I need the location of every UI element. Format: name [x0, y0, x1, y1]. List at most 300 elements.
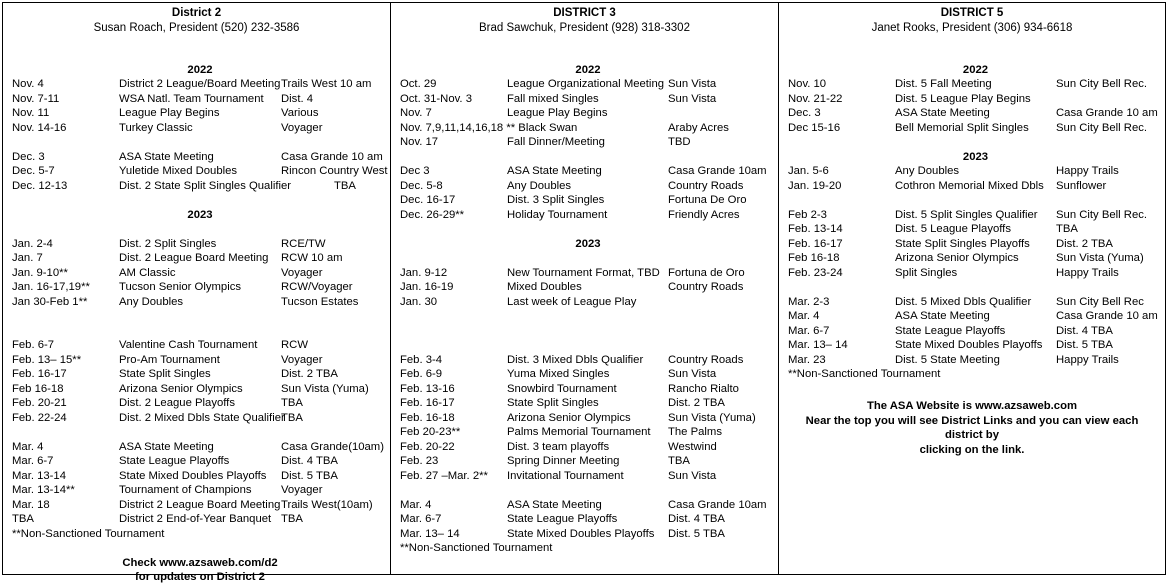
- event-date: Feb. 16-17: [400, 397, 455, 409]
- event-location: RCE/TW: [281, 237, 326, 250]
- event-name: League Play Begins: [119, 107, 220, 119]
- event-date: Feb. 13– 15**: [12, 353, 82, 366]
- event-name: Dist. 2 League Board Meeting: [119, 252, 269, 264]
- event-date: Mar. 4: [788, 310, 820, 322]
- district-president: Janet Rooks, President (306) 934-6618: [871, 21, 1073, 34]
- event-row: [12, 77, 388, 92]
- event-name: State Split Singles Playoffs: [895, 237, 1030, 250]
- event-name: ASA State Meeting: [119, 440, 214, 453]
- event-location: Dist. 2 TBA: [668, 397, 725, 409]
- event-date: Nov. 17: [400, 136, 439, 148]
- event-date: Feb 2-3: [788, 208, 827, 221]
- event-name: State League Playoffs: [119, 455, 230, 467]
- event-name: Dist. 5 Split Singles Qualifier: [895, 208, 1038, 221]
- event-row: [12, 338, 388, 353]
- spacer-row: [400, 324, 776, 339]
- year-heading: [788, 150, 1163, 165]
- event-location: Happy Trails: [1056, 165, 1119, 177]
- event-date: Dec. 5-7: [12, 165, 55, 177]
- event-location: Sun Vista: [668, 92, 717, 105]
- event-location: RCW/Voyager: [281, 281, 353, 293]
- event-name: Last week of League Play: [507, 295, 637, 308]
- event-row: [788, 164, 1163, 179]
- spacer-row: [400, 483, 776, 498]
- event-row: [400, 454, 776, 469]
- event-location: Sun Vista: [668, 78, 717, 90]
- event-location: TBA: [281, 397, 303, 409]
- event-name: Dist. 3 team playoffs: [507, 440, 610, 453]
- event-date: Feb. 16-18: [400, 411, 455, 424]
- year-label: 2022: [187, 63, 213, 76]
- event-row: [12, 179, 388, 194]
- event-name: Palms Memorial Tournament: [507, 426, 651, 438]
- event-location: Sun Vista (Yuma): [1056, 252, 1144, 264]
- event-location: Sun Vista: [668, 368, 717, 380]
- event-row: [788, 266, 1163, 281]
- event-name: Cothron Memorial Mixed Dbls: [895, 179, 1044, 192]
- event-date: Dec. 3: [12, 150, 45, 163]
- event-row: [12, 367, 388, 382]
- spacer-row: [400, 251, 776, 266]
- event-name: AM Classic: [119, 266, 176, 279]
- event-location: Rancho Rialto: [668, 382, 739, 395]
- event-name: Holiday Tournament: [507, 208, 608, 221]
- event-date: Feb 16-18: [788, 252, 840, 264]
- event-date: Mar. 13-14**: [12, 484, 75, 496]
- spacer-row: [12, 541, 388, 556]
- event-location: Rincon Country West: [281, 165, 388, 177]
- event-date: Oct. 29: [400, 78, 437, 90]
- event-row: [788, 309, 1163, 324]
- event-row: [788, 237, 1163, 252]
- spacer-row: [788, 48, 1163, 63]
- event-row: [788, 338, 1163, 353]
- event-name: State Mixed Doubles Playoffs: [507, 527, 655, 540]
- spacer-row: [12, 222, 388, 237]
- event-date: Jan. 16-17,19**: [12, 281, 90, 293]
- event-row: [12, 295, 388, 310]
- event-date: Mar. 13-14: [12, 469, 67, 482]
- district-5-column: [779, 3, 1165, 574]
- event-name: New Tournament Format, TBD: [507, 266, 660, 279]
- event-date: Dec. 3: [788, 107, 821, 119]
- event-date: Feb. 23-24: [788, 266, 843, 279]
- event-row: [12, 353, 388, 368]
- event-location: TBA: [668, 455, 690, 467]
- spacer-row: [12, 309, 388, 324]
- event-name: Dist. 5 League Playoffs: [895, 223, 1011, 235]
- year-heading: [788, 63, 1163, 78]
- event-location: Dist. 4 TBA: [281, 455, 338, 467]
- event-location: Casa Grande(10am): [281, 440, 384, 453]
- event-name: Dist. 3 Mixed Dbls Qualifier: [507, 353, 644, 366]
- event-date: Mar. 2-3: [788, 295, 830, 308]
- spacer-row: [788, 135, 1163, 150]
- event-name: Yuma Mixed Singles: [507, 368, 610, 380]
- event-date: Mar. 6-7: [788, 324, 830, 337]
- event-name: ASA State Meeting: [507, 165, 602, 177]
- event-row: [400, 440, 776, 455]
- event-location: TBA: [334, 179, 356, 192]
- event-name: State Mixed Doubles Playoffs: [119, 469, 267, 482]
- event-date: Dec 3: [400, 165, 430, 177]
- event-location: Happy Trails: [1056, 353, 1119, 366]
- event-name: Arizona Senior Olympics: [895, 252, 1019, 264]
- district-schedule-table: [2, 2, 1166, 583]
- spacer-row: [788, 280, 1163, 295]
- event-location: Sun Vista (Yuma): [668, 411, 756, 424]
- event-name: Tucson Senior Olympics: [119, 281, 242, 293]
- non-sanctioned-note: [400, 541, 776, 556]
- event-location: Voyager: [281, 353, 323, 366]
- event-date: Mar. 13– 14: [788, 339, 848, 351]
- event-date: Jan. 2-4: [12, 237, 53, 250]
- event-date: Nov. 14-16: [12, 121, 67, 134]
- event-name: Any Doubles: [895, 165, 960, 177]
- event-name: Dist. 5 Fall Meeting: [895, 78, 992, 90]
- event-name: Dist. 5 State Meeting: [895, 353, 1000, 366]
- event-name: Any Doubles: [119, 295, 184, 308]
- footer-text: for updates on District 2: [135, 571, 265, 583]
- event-date: Feb. 13-16: [400, 382, 455, 395]
- event-date: Feb. 27 –Mar. 2**: [400, 469, 488, 482]
- event-row: [400, 498, 776, 513]
- event-row: [788, 92, 1163, 107]
- spacer-row: [400, 309, 776, 324]
- event-location: Dist. 5 TBA: [1056, 339, 1113, 351]
- event-date: Nov. 7: [400, 107, 432, 119]
- event-date: Jan. 7: [12, 252, 43, 264]
- event-location: Tucson Estates: [281, 295, 359, 308]
- event-name: Dist. 5 League Play Begins: [895, 92, 1031, 105]
- note-text: **Non-Sanctioned Tournament: [12, 527, 165, 540]
- spacer-row: [12, 425, 388, 440]
- event-row: [400, 266, 776, 281]
- event-location: TBA: [1056, 223, 1078, 235]
- event-location: TBD: [668, 136, 691, 148]
- non-sanctioned-note: [788, 367, 1163, 382]
- event-date: Dec 15-16: [788, 121, 841, 134]
- event-location: Araby Acres: [668, 121, 729, 134]
- district-header: [3, 3, 390, 35]
- event-row: [400, 382, 776, 397]
- event-name: Dist. 2 State Split Singles Qualifier: [119, 179, 292, 192]
- event-name: Invitational Tournament: [507, 469, 624, 482]
- event-row: [788, 106, 1163, 121]
- event-row: [12, 454, 388, 469]
- event-date: Jan 30-Feb 1**: [12, 295, 88, 308]
- event-row: [788, 251, 1163, 266]
- district-2-column: [3, 3, 391, 583]
- district-header: [779, 3, 1165, 35]
- event-row: [788, 179, 1163, 194]
- event-name: ASA State Meeting: [895, 310, 990, 322]
- event-name: Dist. 5 Mixed Dbls Qualifier: [895, 295, 1032, 308]
- event-name: Snowbird Tournament: [507, 382, 617, 395]
- year-label: 2022: [575, 63, 601, 76]
- event-row: [788, 295, 1163, 310]
- event-date: Feb. 6-9: [400, 368, 443, 380]
- event-location: Sun Vista (Yuma): [281, 382, 369, 395]
- event-location: Casa Grande 10 am: [1056, 107, 1158, 119]
- event-name: Arizona Senior Olympics: [507, 411, 631, 424]
- event-row: [400, 121, 776, 136]
- year-heading: [12, 208, 388, 223]
- event-name: Dist. 3 Split Singles: [507, 194, 605, 206]
- event-row: [400, 512, 776, 527]
- event-row: [12, 92, 388, 107]
- event-row: [12, 382, 388, 397]
- event-date: Feb 16-18: [12, 382, 64, 395]
- event-date: Feb. 20-22: [400, 440, 455, 453]
- event-date: Mar. 18: [12, 498, 50, 511]
- event-name: Spring Dinner Meeting: [507, 455, 620, 467]
- event-row: [12, 121, 388, 136]
- event-name: Pro-Am Tournament: [119, 353, 220, 366]
- event-row: [400, 280, 776, 295]
- event-date: Mar. 4: [12, 440, 44, 453]
- event-row: [12, 396, 388, 411]
- event-date: Nov. 10: [788, 78, 827, 90]
- event-location: The Palms: [668, 426, 722, 438]
- spacer-row: [400, 150, 776, 165]
- event-row: [400, 411, 776, 426]
- event-location: TBA: [281, 513, 303, 525]
- event-date: Nov. 11: [12, 107, 50, 119]
- spacer-row: [12, 135, 388, 150]
- event-row: [400, 469, 776, 484]
- event-date: Jan. 9-10**: [12, 266, 68, 279]
- year-label: 2023: [575, 237, 601, 250]
- year-label: 2023: [187, 208, 213, 221]
- event-name: Fall Dinner/Meeting: [507, 136, 605, 148]
- district-rows: [12, 48, 388, 585]
- event-date: Dec. 5-8: [400, 179, 443, 192]
- event-location: RCW: [281, 339, 308, 351]
- event-date: Dec. 26-29**: [400, 208, 465, 221]
- year-heading: [12, 63, 388, 78]
- event-row: [12, 164, 388, 179]
- non-sanctioned-note: [12, 527, 388, 542]
- event-row: [12, 237, 388, 252]
- district-footer: [12, 556, 388, 571]
- event-location: Dist. 2 TBA: [1056, 237, 1113, 250]
- event-date: Feb. 6-7: [12, 339, 55, 351]
- district-rows: [400, 48, 776, 556]
- event-location: Trails West 10 am: [281, 78, 372, 90]
- event-name: Bell Memorial Split Singles: [895, 121, 1029, 134]
- event-location: Voyager: [281, 266, 323, 279]
- spacer-row: [788, 193, 1163, 208]
- event-name: Dist. 2 Split Singles: [119, 237, 217, 250]
- event-date: Dec. 16-17: [400, 194, 456, 206]
- website-note: [779, 399, 1165, 457]
- event-date: TBA: [12, 513, 34, 525]
- website-line: The ASA Website is www.azsaweb.com: [866, 400, 1078, 412]
- event-date: Feb. 16-17: [788, 237, 843, 250]
- event-row: [400, 164, 776, 179]
- event-row: [12, 483, 388, 498]
- event-name: District 2 League/Board Meeting: [119, 78, 281, 90]
- event-location: Country Roads: [668, 281, 744, 293]
- event-row: [12, 280, 388, 295]
- event-location: Sun City Bell Rec.: [1056, 208, 1148, 221]
- event-location: Dist. 4: [281, 92, 314, 105]
- event-row: [12, 440, 388, 455]
- event-name: Split Singles: [895, 266, 958, 279]
- event-name: Any Doubles: [507, 179, 572, 192]
- event-location: Country Roads: [668, 179, 744, 192]
- event-location: Fortuna De Oro: [668, 194, 747, 206]
- event-date: Feb. 20-21: [12, 397, 67, 409]
- website-line: clicking on the link.: [919, 443, 1025, 456]
- event-location: Sun City Bell Rec.: [1056, 121, 1148, 134]
- district-name: DISTRICT 5: [940, 7, 1004, 19]
- event-row: [400, 193, 776, 208]
- event-name: District 2 League Board Meeting: [119, 498, 281, 511]
- event-name: Fall mixed Singles: [507, 92, 599, 105]
- event-name: State League Playoffs: [895, 324, 1006, 337]
- event-date: Feb. 22-24: [12, 411, 67, 424]
- event-row: [12, 106, 388, 121]
- event-date: Feb. 13-14: [788, 223, 843, 235]
- event-name: Turkey Classic: [119, 121, 193, 134]
- event-date: Nov. 21-22: [788, 92, 843, 105]
- event-name: Mixed Doubles: [507, 281, 582, 293]
- event-location: Happy Trails: [1056, 266, 1119, 279]
- event-name: Valentine Cash Tournament: [119, 339, 258, 351]
- event-date: Mar. 13– 14: [400, 527, 460, 540]
- event-date: Dec. 12-13: [12, 179, 68, 192]
- event-date: Jan. 9-12: [400, 266, 448, 279]
- event-location: Trails West(10am): [281, 498, 373, 511]
- spacer-row: [12, 193, 388, 208]
- event-row: [12, 411, 388, 426]
- event-name: District 2 End-of-Year Banquet: [119, 513, 272, 525]
- event-date: Feb. 16-17: [12, 368, 67, 380]
- event-name: State Split Singles: [507, 397, 599, 409]
- event-row: [788, 353, 1163, 368]
- event-row: [400, 208, 776, 223]
- event-location: Dist. 5 TBA: [281, 469, 338, 482]
- event-location: Sunflower: [1056, 179, 1107, 192]
- event-location: Dist. 5 TBA: [668, 527, 725, 540]
- district-name: District 2: [171, 7, 222, 19]
- event-location: Casa Grande 10 am: [281, 150, 383, 163]
- event-location: Various: [281, 107, 319, 119]
- event-location: Voyager: [281, 484, 323, 496]
- event-row: [400, 77, 776, 92]
- event-row: [400, 527, 776, 542]
- event-location: Casa Grande 10 am: [1056, 310, 1158, 322]
- event-row: [400, 295, 776, 310]
- district-footer: [12, 570, 388, 585]
- event-location: Sun Vista: [668, 469, 717, 482]
- event-row: [12, 512, 388, 527]
- event-row: [12, 469, 388, 484]
- event-row: [12, 251, 388, 266]
- event-name: State Mixed Doubles Playoffs: [895, 339, 1043, 351]
- event-date: Mar. 6-7: [12, 455, 54, 467]
- event-row: [788, 222, 1163, 237]
- event-location: TBA: [281, 411, 303, 424]
- event-date: Jan. 30: [400, 295, 438, 308]
- year-label: 2022: [962, 63, 989, 76]
- event-location: Dist. 2 TBA: [281, 368, 338, 380]
- district-header: [391, 3, 778, 35]
- event-location: Casa Grande 10am: [668, 498, 767, 511]
- event-date: Oct. 31-Nov. 3: [400, 92, 472, 105]
- spacer-row: [12, 324, 388, 339]
- event-row: [400, 396, 776, 411]
- district-rows: [788, 48, 1163, 382]
- event-date: Nov. 4: [12, 78, 44, 90]
- event-name: ASA State Meeting: [119, 150, 214, 163]
- website-line: Near the top you will see District Links and you can view each district by: [805, 414, 1139, 441]
- event-name: Tournament of Champions: [119, 484, 252, 496]
- spacer-row: [400, 222, 776, 237]
- event-row: [400, 92, 776, 107]
- event-date: Feb. 23: [400, 455, 439, 467]
- event-location: Dist. 4 TBA: [668, 513, 725, 525]
- district-president: Brad Sawchuk, President (928) 318-3302: [479, 21, 690, 34]
- event-row: [12, 266, 388, 281]
- event-date: Feb 20-23**: [400, 426, 461, 438]
- event-date: Jan. 5-6: [788, 165, 829, 177]
- year-heading: [400, 237, 776, 252]
- event-date: Jan. 19-20: [788, 179, 842, 192]
- event-location: Dist. 4 TBA: [1056, 324, 1113, 337]
- event-date: Feb. 3-4: [400, 353, 443, 366]
- event-name: Dist. 2 League Playoffs: [119, 397, 235, 409]
- event-name: League Play Begins: [507, 107, 608, 119]
- note-text: **Non-Sanctioned Tournament: [788, 368, 941, 380]
- event-location: Fortuna de Oro: [668, 266, 745, 279]
- event-name: Arizona Senior Olympics: [119, 382, 243, 395]
- year-heading: [400, 63, 776, 78]
- event-name: League Organizational Meeting: [507, 78, 665, 90]
- event-location: Casa Grande 10am: [668, 165, 767, 177]
- district-3-column: [391, 3, 779, 574]
- event-location: Sun City Bell Rec: [1056, 295, 1144, 308]
- event-row: [12, 498, 388, 513]
- event-name: State Split Singles: [119, 368, 211, 380]
- event-date: Mar. 6-7: [400, 513, 442, 525]
- event-location: RCW 10 am: [281, 252, 343, 264]
- event-date: Nov. 7,9,11,14,16,18 ** Black Swan: [400, 121, 578, 134]
- event-row: [400, 179, 776, 194]
- spacer-row: [400, 48, 776, 63]
- event-date: Nov. 7-11: [12, 92, 60, 105]
- event-date: Mar. 23: [788, 353, 826, 366]
- event-row: [400, 135, 776, 150]
- event-name: ASA State Meeting: [507, 498, 602, 511]
- event-name: Yuletide Mixed Doubles: [119, 165, 238, 177]
- spacer-row: [400, 338, 776, 353]
- event-name: State League Playoffs: [507, 513, 618, 525]
- district-president: Susan Roach, President (520) 232-3586: [93, 21, 300, 34]
- event-date: Jan. 16-19: [400, 281, 454, 293]
- event-location: Voyager: [281, 121, 323, 134]
- event-row: [788, 208, 1163, 223]
- event-row: [400, 106, 776, 121]
- district-name: DISTRICT 3: [553, 7, 616, 19]
- event-date: Mar. 4: [400, 498, 432, 511]
- event-row: [400, 367, 776, 382]
- event-row: [400, 425, 776, 440]
- event-location: Friendly Acres: [668, 208, 740, 221]
- spacer-row: [12, 48, 388, 63]
